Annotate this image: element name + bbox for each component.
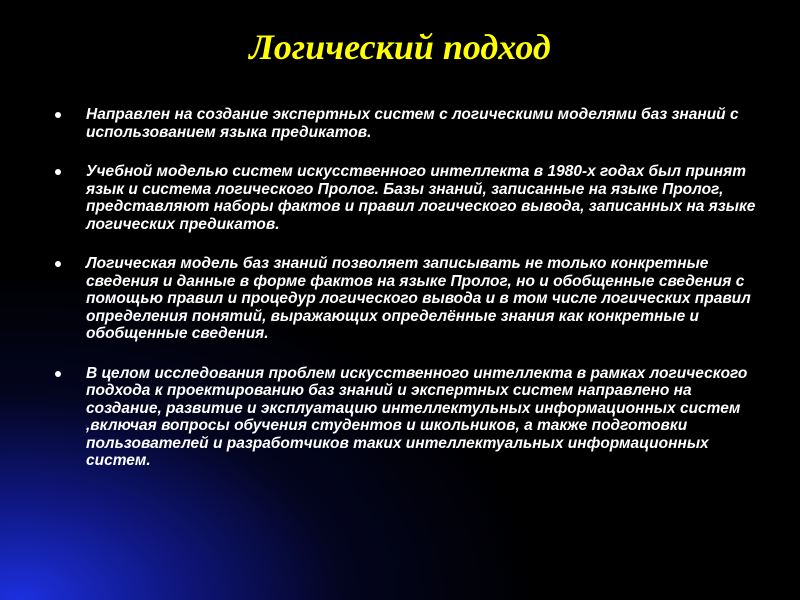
- bullet-dot-icon: [55, 371, 61, 377]
- bullet-text: В целом исследования проблем искусственного интеллекта в рамках логического подхода к проектированию баз знаний и экспертных систем направлено на создание, развитие и эксплуатацию интеллектульных информационных систем ,включая вопросы обучения студентов и школьников, а также подготовки пользователей и разработчиков таких интеллектуальных информационных систем.: [86, 364, 748, 469]
- bullet-dot-icon: [55, 112, 61, 118]
- bullet-text: Учебной моделью систем искусственного интеллекта в 1980-х годах был принят язык и система логического Пролог. Базы знаний, записанные на языке Пролог, представляют наборы фактов и правил логического вывода, записанных на языке логических предикатов.: [86, 163, 756, 233]
- bullet-text: Логическая модель баз знаний позволяет записывать не только конкретные сведения и данные в форме фактов на языке Пролог, но и обобщенные сведения с помощью правил и процедур логического вывода и в том числе логических правил определения понятий, выражающих определённые знания как конкретные и обобщенные сведения.: [86, 255, 751, 342]
- bullet-item: [54, 106, 764, 141]
- bullet-item: [54, 255, 764, 343]
- bullet-item: [54, 163, 764, 233]
- slide-title: Логический подход: [249, 27, 551, 67]
- bullet-item: [54, 365, 764, 470]
- bullet-text: Направлен на создание экспертных систем с логическими моделями баз знаний с использованием языка предикатов.: [86, 106, 739, 141]
- bullet-list: [54, 106, 764, 492]
- bullet-dot-icon: [55, 169, 61, 175]
- bullet-dot-icon: [55, 261, 61, 267]
